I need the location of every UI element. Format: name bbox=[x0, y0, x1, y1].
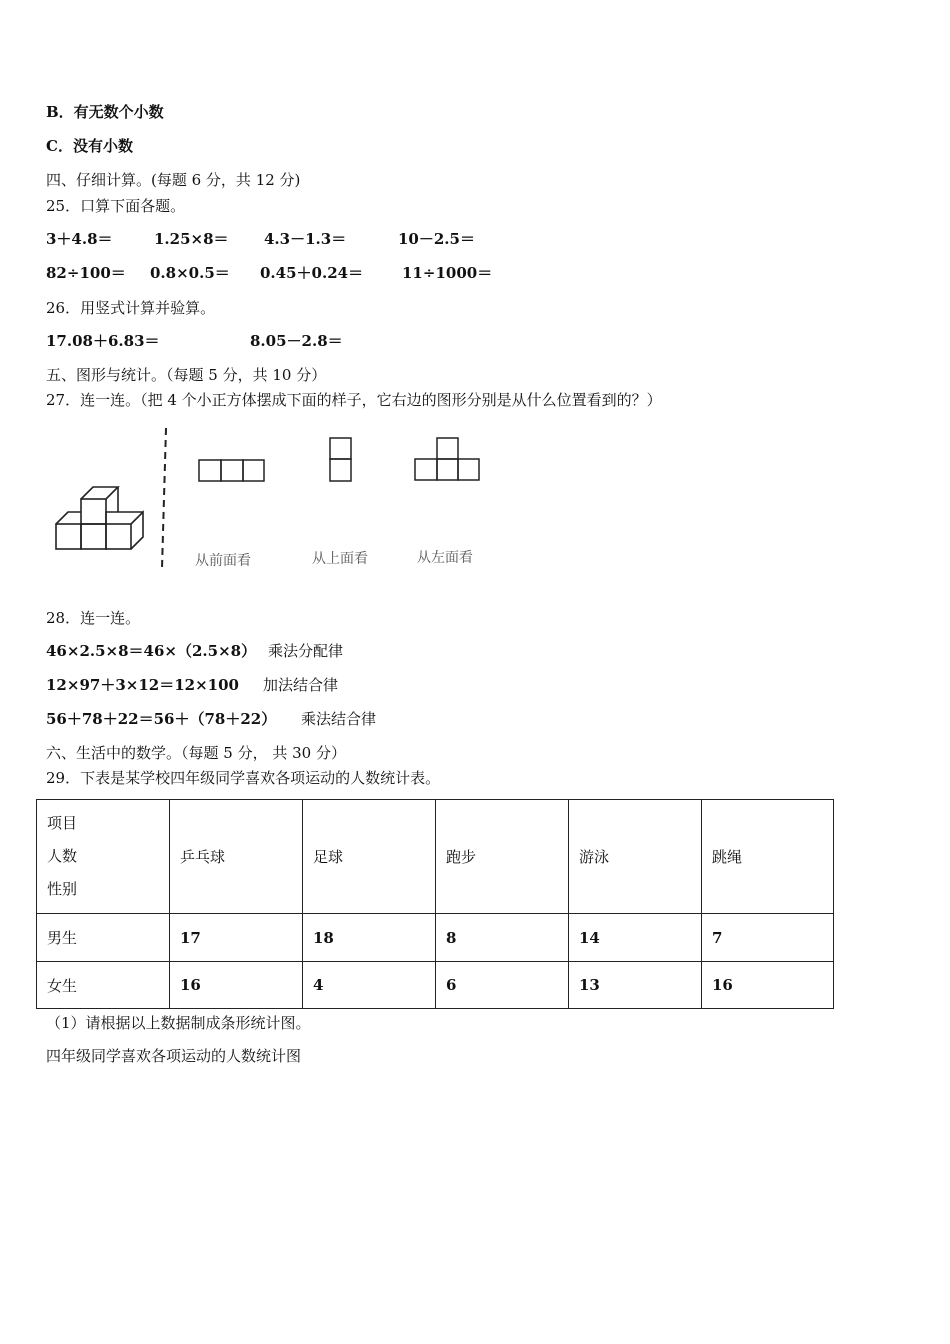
calc-item: 17.08＋6.83＝ bbox=[46, 332, 160, 350]
table-cell: 4 bbox=[303, 962, 436, 1009]
table-cell: 7 bbox=[702, 914, 834, 962]
q27-title: 27．连一连。（把 4 个小正方体摆成下面的样子，它右边的图形分别是从什么位置看到的？） bbox=[46, 391, 662, 409]
top-view-icon bbox=[330, 438, 351, 481]
table-cell: 16 bbox=[702, 962, 834, 1009]
row-label: 男生 bbox=[37, 914, 170, 962]
corner-label-gender: 性别 bbox=[47, 880, 78, 898]
chart-title: 四年级同学喜欢各项运动的人数统计图 bbox=[46, 1047, 302, 1065]
divider-dashed-line bbox=[162, 428, 166, 568]
section5-title: 五、图形与统计。（每题 5 分，共 10 分） bbox=[46, 366, 327, 384]
calc-item: 4.3－1.3＝ bbox=[264, 230, 347, 248]
q25-title: 25．口算下面各题。 bbox=[46, 197, 186, 215]
table-header-cell: 跳绳 bbox=[702, 800, 834, 914]
q29-sub1: （1）请根据以上数据制成条形统计图。 bbox=[46, 1014, 311, 1032]
table-row bbox=[37, 914, 834, 962]
table-header-cell: 乒乓球 bbox=[170, 800, 303, 914]
section6-title: 六、生活中的数学。（每题 5 分， 共 30 分） bbox=[46, 744, 346, 762]
view-label-top: 从上面看 bbox=[312, 551, 368, 567]
option-b: B．有无数个小数 bbox=[46, 103, 164, 121]
sports-stats-table bbox=[36, 799, 834, 1009]
option-c: C．没有小数 bbox=[46, 137, 133, 155]
law-name: 乘法分配律 bbox=[268, 642, 344, 660]
table-cell: 17 bbox=[170, 914, 303, 962]
section4-title: 四、仔细计算。(每题 6 分，共 12 分) bbox=[46, 171, 301, 189]
calc-item: 3＋4.8＝ bbox=[46, 230, 113, 248]
calc-item: 0.8×0.5＝ bbox=[150, 264, 230, 282]
law-expression: 56＋78＋22＝56＋（78＋22） bbox=[46, 710, 277, 728]
table-header-cell: 足球 bbox=[303, 800, 436, 914]
view-label-front: 从前面看 bbox=[195, 553, 251, 569]
view-label-left: 从左面看 bbox=[417, 550, 473, 566]
q29-title: 29．下表是某学校四年级同学喜欢各项运动的人数统计表。 bbox=[46, 769, 441, 787]
table-header-cell: 游泳 bbox=[569, 800, 702, 914]
table-cell: 16 bbox=[170, 962, 303, 1009]
left-view-icon bbox=[415, 438, 479, 480]
corner-label-item: 项目 bbox=[47, 814, 78, 832]
table-cell: 6 bbox=[436, 962, 569, 1009]
table-cell: 8 bbox=[436, 914, 569, 962]
calc-item: 10－2.5＝ bbox=[398, 230, 475, 248]
table-cell: 18 bbox=[303, 914, 436, 962]
calc-item: 11÷1000＝ bbox=[402, 264, 493, 282]
table-corner-cell bbox=[37, 800, 170, 914]
cube-stack-icon bbox=[56, 487, 143, 549]
law-name: 加法结合律 bbox=[263, 676, 339, 694]
table-row bbox=[37, 962, 834, 1009]
table-cell: 13 bbox=[569, 962, 702, 1009]
table-header-cell: 跑步 bbox=[436, 800, 569, 914]
law-name: 乘法结合律 bbox=[301, 710, 377, 728]
table-header-row bbox=[37, 800, 834, 914]
calc-item: 8.05－2.8＝ bbox=[250, 332, 343, 350]
row-label: 女生 bbox=[37, 962, 170, 1009]
corner-label-count: 人数 bbox=[47, 847, 78, 865]
law-expression: 12×97＋3×12＝12×100 bbox=[46, 676, 239, 694]
q28-title: 28．连一连。 bbox=[46, 609, 141, 627]
q26-title: 26．用竖式计算并验算。 bbox=[46, 299, 216, 317]
calc-item: 82÷100＝ bbox=[46, 264, 126, 282]
front-view-icon bbox=[199, 460, 264, 481]
calc-item: 1.25×8＝ bbox=[154, 230, 229, 248]
law-expression: 46×2.5×8＝46×（2.5×8） bbox=[46, 642, 257, 660]
table-cell: 14 bbox=[569, 914, 702, 962]
cube-views-figure bbox=[40, 420, 510, 580]
calc-item: 0.45＋0.24＝ bbox=[260, 264, 364, 282]
